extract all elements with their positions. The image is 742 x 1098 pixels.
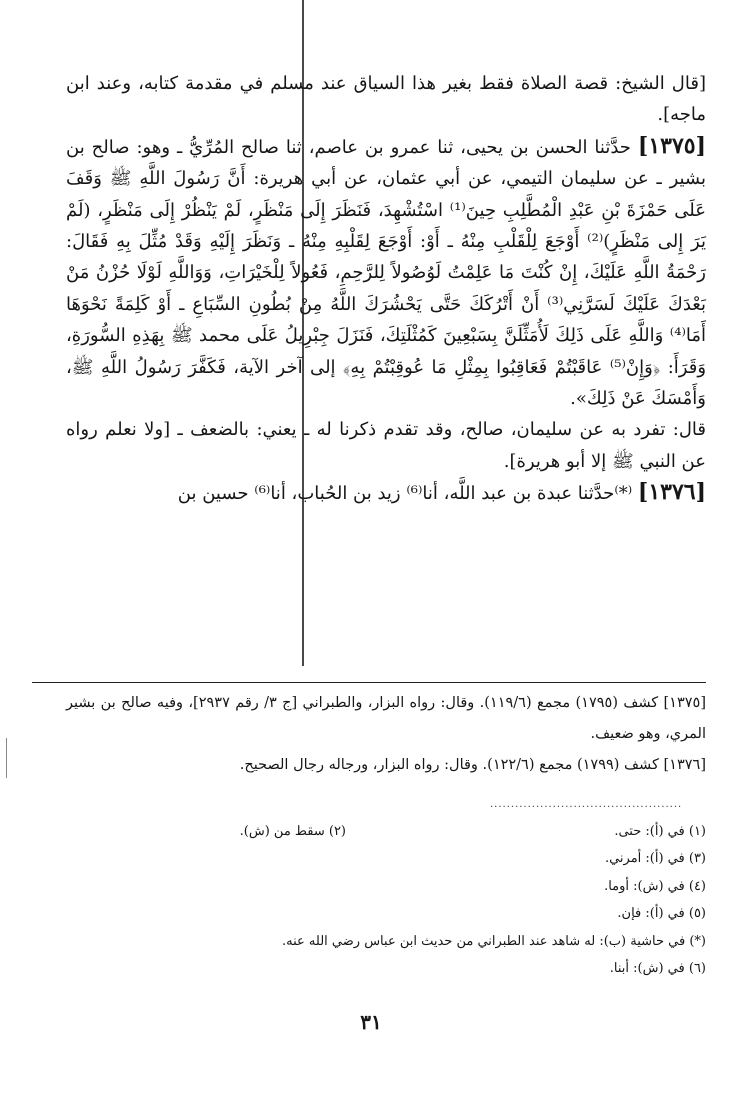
hadith-1376 (66, 477, 706, 509)
hadith-1376-text: ⁽*⁾حدَّثنا عبدة بن عبد اللَّه، أنا⁽⁶⁾ زيد بن الحُباب، أنا⁽⁶⁾ حسين بن (177, 483, 633, 505)
reference-1376: [١٣٧٦] كشف (١٧٩٩) مجمع (١٢٢/٦). وقال: رواه البزار، ورجاله رجال الصحيح. (239, 757, 706, 773)
footnote-6: (٦) في (ش): أبنا. (609, 961, 706, 977)
footnote-row (66, 818, 706, 845)
footnote-row (66, 873, 706, 900)
footnote-3: (٣) في (أ): أمرني. (604, 851, 706, 867)
footnote-row (66, 955, 706, 982)
footnote-5: (٥) في (أ): فإن. (617, 906, 706, 922)
sheikh-note: [قال الشيخ: قصة الصلاة فقط بغير هذا السياق عند مسلم في مقدمة كتابه، وعند ابن ماجه]. (66, 73, 706, 126)
hadith-number-1375: [١٣٧٥] (637, 132, 706, 159)
main-text (66, 68, 706, 510)
footnote-row (66, 928, 706, 955)
footnote-row (66, 900, 706, 927)
footnote-2: (٢) سقط من (ش). (239, 824, 346, 839)
dotted-separator: .............................................. (490, 800, 683, 810)
author-comment: قال: تفرد به عن سليمان، صالح، وقد تقدم ذكرنا له ـ يعني: بالضعف ـ [ولا نعلم رواه عن النبي ﷺ إلا أبو هريرة]. (66, 419, 706, 472)
page-number: ٣١ (360, 1010, 382, 1034)
hadith-number-1376: [١٣٧٦] (637, 479, 706, 506)
hadith-1375 (66, 131, 706, 415)
footnote-1: (١) في (أ): حتى. (614, 824, 706, 839)
footnotes (66, 818, 706, 982)
footnote-divider (32, 682, 706, 683)
footnote-row (66, 845, 706, 872)
takhrij-references (66, 688, 706, 781)
footnote-4: (٤) في (ش): أوما. (604, 878, 706, 894)
footnote-star: (*) في حاشية (ب): له شاهد عند الطبراني من حديث ابن عباس رضي الله عنه. (282, 933, 706, 949)
scan-artifact-mark (6, 738, 7, 778)
reference-1375: [١٣٧٥] كشف (١٧٩٥) مجمع (١١٩/٦). وقال: رواه البزار، والطبراني [ج ٣/ رقم ٢٩٣٧]، وفيه صالح بن بشير المري، وهو ضعيف. (66, 695, 706, 742)
hadith-1375-text: حدَّثنا الحسن بن يحيى، ثنا عمرو بن عاصم، ثنا صالح المُرِّيُّ ـ وهو: صالح بن بشير ـ عن سليمان التيمي، عن أبي عثمان، عن أبي هريرة: أَنَّ رَسُولَ اللَّهِ ﷺ وَقَفَ عَلَى حَمْزَةَ بْنِ عَبْدِ الْمُطَّلِبِ حِينَ⁽¹⁾ اسْتُشْهِدَ، فَنَظَرَ إِلَى مَنْظَرٍ، لَمْ يَنْظُرْ إِلَى مَنْظَرٍ، (لَمْ يَرَ إِلى مَنْظَرٍ)⁽²⁾ أَوْجَعَ لِلْقَلْبِ مِنْهُ ـ أَوْ: أَوْجَعَ لِقَلْبِهِ مِنْهُ ـ وَنَظَرَ إِلَيْهِ وَقَدْ مُثِّلَ بِهِ فَقَالَ: رَحْمَةُ اللَّهِ عَلَيْكَ، إِنْ كُنْتَ مَا عَلِمْتُ لَوُصُولاً لِلرَّحِمِ، فَعُولاً لِلْخَيْرَاتِ، وَوَاللَّهِ لَوْلَا حُزْنُ مَنْ بَعْدَكَ عَلَيْكَ لَسَرَّنِي⁽³⁾ أَنْ أَتْرُكَكَ حَتَّى يَحْشُرَكَ اللَّهُ مِنْ بُطُونِ السِّبَاعِ ـ أَوْ كَلِمَةً نَحْوَهَا أَمَا⁽⁴⁾ وَاللَّهِ عَلَى ذَلِكَ لَأُمَثِّلَنَّ بِسَبْعِينَ كَمُثْلَتِكَ، فَنَزَلَ جِبْرِيلُ عَلَى محمد ﷺ بِهَذِهِ السُّورَةِ، وَقَرَأَ: ﴿وَإِنْ⁽⁵⁾ عَاقَبْتُمْ فَعَاقِبُوا بِمِثْلِ مَا عُوقِبْتُمْ بِهِ﴾ إلى آخر الآية، فَكَفَّرَ رَسُولُ اللَّهِ ﷺ، وَأَمْسَكَ عَنْ ذَلِكَ». (66, 136, 707, 410)
